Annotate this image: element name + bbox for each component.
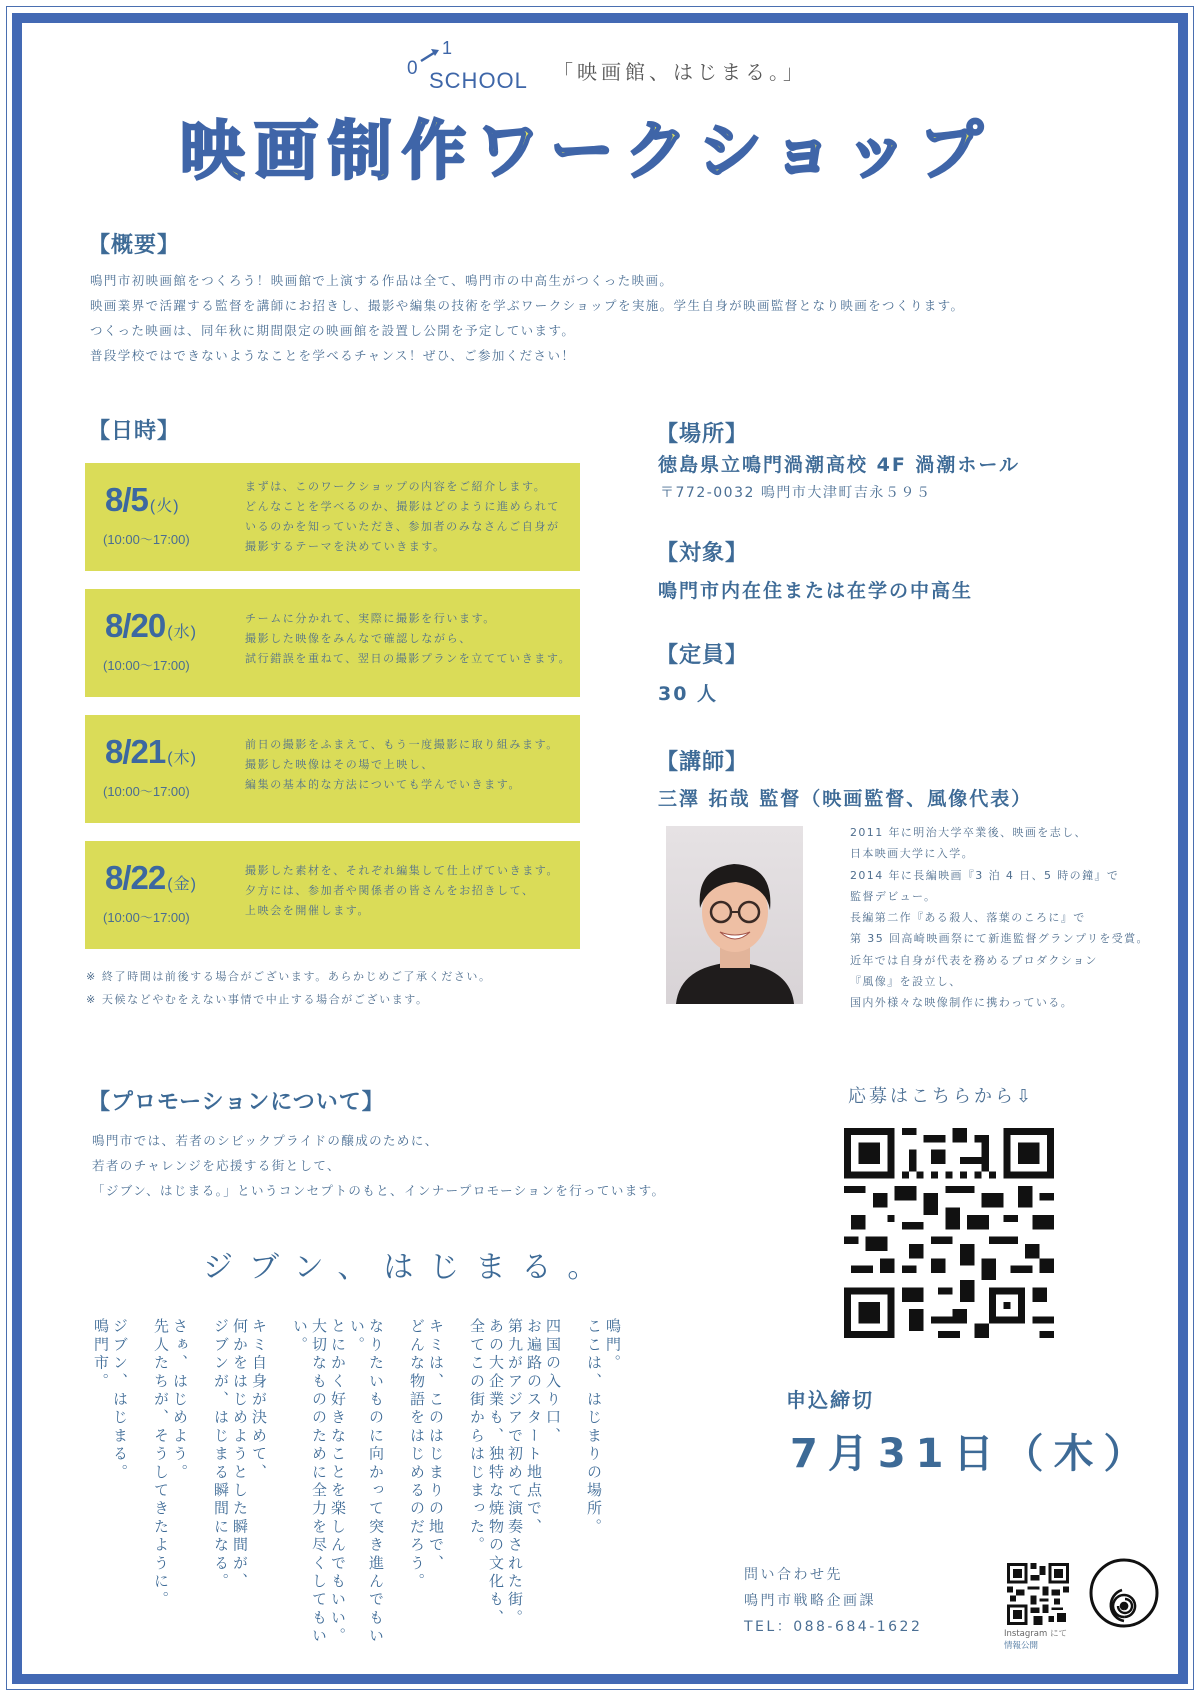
application-qr-code[interactable] — [844, 1128, 1054, 1338]
overview-line: 映画業界で活躍する監督を講師にお招きし、撮影や編集の技術を学ぶワークショップを実施。学生自身が映画監督となり映画をつくります。 — [90, 298, 965, 313]
portrait-icon — [666, 826, 803, 1004]
day-time: (10:00〜17:00) — [103, 784, 190, 799]
zero-to-one-school-logo — [405, 38, 535, 94]
overview-line: 鳴門市初映画館をつくろう！映画館で上演する作品は全て、鳴門市の中高生がつくった映画。 — [90, 273, 674, 288]
poem-stanza: ジブン、はじまる。 鳴門市。 — [92, 1318, 129, 1482]
target-heading: 【対象】 — [656, 541, 749, 566]
venue-name: 徳島県立鳴門渦潮高校 4F 渦潮ホール — [658, 454, 1021, 476]
day-date: 8/5 (火) — [105, 481, 180, 518]
contact-tel: TEL：088-684-1622 — [744, 1619, 923, 1635]
instructor-photo — [666, 826, 803, 1004]
day-time: (10:00〜17:00) — [103, 910, 190, 925]
instagram-qr-code[interactable] — [1007, 1563, 1069, 1625]
logo-school: SCHOOL — [429, 68, 528, 93]
poem-stanza: キミは、このはじまりの地で、 どんな物語をはじめるのだろう。 — [408, 1318, 445, 1591]
day-description: まずは、このワークショップの内容をご紹介します。 どんなことを学べるのか、撮影はどのように進められて いるのかを知っていただき、参加者のみなさんご自身が 撮影するテーマを決めていきます。 — [245, 480, 560, 553]
overview-line: 普段学校ではできないようなことを学べるチャンス！ぜひ、ご参加ください！ — [90, 348, 576, 363]
promotion-text: 鳴門市では、若者のシビックプライドの醸成のために、 若者のチャレンジを応援する街として、 「ジブン、はじまる。」というコンセプトのもと、インナープロモーションを行っています。 — [92, 1133, 666, 1198]
day-time: (10:00〜17:00) — [103, 658, 190, 673]
schedule-day-card — [85, 841, 580, 949]
deadline-label: 申込締切 — [786, 1388, 874, 1412]
venue-address: 〒772-0032 鳴門市大津町吉永５９５ — [660, 485, 932, 501]
poem-stanza: 鳴門。 ここは、はじまりの場所。 — [585, 1318, 622, 1537]
naruto-spiral-logo-icon — [1088, 1557, 1160, 1629]
logo-one: 1 — [442, 38, 453, 58]
instructor-heading: 【講師】 — [656, 750, 749, 775]
instagram-label: Instagram にて 情報公開 — [1004, 1629, 1067, 1651]
instructor-bio: 2011 年に明治大学卒業後、映画を志し、 日本映画大学に入学。 2014 年に長編映画『3 泊 4 日、5 時の鐘』で 監督デビュー。 長編第二作『ある殺人、落葉のころに』で 第 35 回高崎映画祭にて新進監督グランプリを受賞。 近年では自身が代表を務めるプロダクション 『風像』を設立し、 国内外様々な映像制作に携わっている。 — [850, 826, 1149, 1010]
day-time: (10:00〜17:00) — [103, 532, 190, 547]
tagline: 「映画館、はじまる。」 — [553, 60, 807, 84]
schedule-day-card — [85, 715, 580, 823]
slogan: ジブン、はじまる。 — [203, 1250, 614, 1285]
schedule-heading: 【日時】 — [88, 419, 181, 444]
overview-text — [90, 268, 964, 368]
apply-label: 応募はこちらから⇩ — [848, 1086, 1035, 1107]
day-description: チームに分かれて、実際に撮影を行います。 撮影した映像をみんなで確認しながら、 試行錯誤を重ねて、翌日の撮影プランを立てていきます。 — [245, 612, 572, 665]
schedule-day-card — [85, 463, 580, 571]
capacity-value: 30 人 — [658, 683, 719, 705]
schedule-day-card — [85, 589, 580, 697]
day-date: 8/21 (木) — [105, 733, 197, 770]
promotion-heading: 【プロモーションについて】 — [88, 1090, 385, 1115]
day-description: 前日の撮影をふまえて、もう一度撮影に取り組みます。 撮影した映像はその場で上映し、 編集の基本的な方法についても学んでいきます。 — [245, 738, 559, 791]
logo-zero: 0 — [407, 58, 418, 79]
contact-label: 問い合わせ先 — [744, 1567, 843, 1583]
arrow-icon — [419, 46, 441, 64]
venue-heading: 【場所】 — [656, 422, 749, 447]
poem-stanza: キミ自身が決めて、 何かをはじめようとした瞬間が、 ジブンが、はじまる瞬間になる。 — [212, 1318, 268, 1591]
contact-org: 鳴門市戦略企画課 — [744, 1593, 876, 1609]
overview-line: つくった映画は、同年秋に期間限定の映画館を設置し公開を予定しています。 — [90, 323, 576, 338]
poem-stanza: 四国の入り口、 お遍路のスタート地点で、 第九がアジアで初めて演奏された街。 あの大企業も、独特な焼物の文化も、 全てこの街からはじまった。 — [468, 1318, 562, 1628]
day-date: 8/20 (水) — [105, 607, 197, 644]
poem-stanza: さぁ、はじめよう。 先人たちが、そうしてきたように。 — [152, 1318, 189, 1610]
overview-heading: 【概要】 — [88, 233, 181, 258]
capacity-heading: 【定員】 — [656, 643, 749, 668]
day-description: 撮影した素材を、それぞれ編集して仕上げていきます。 夕方には、参加者や関係者の皆さんをお招きして、 上映会を開催します。 — [245, 864, 560, 917]
deadline-date: 7月31日（木） — [790, 1431, 1154, 1477]
day-date: 8/22 (金) — [105, 859, 197, 896]
contact-info — [744, 1562, 922, 1640]
page-title: 映画制作ワークショップ — [180, 115, 993, 189]
schedule-note: ※ 終了時間は前後する場合がございます。あらかじめご了承ください。 — [86, 970, 492, 983]
poem-stanza: なりたいものに向かって突き進んでもいい。 とにかく好きなことを楽しんでもいい。 大切なもののために全力を尽くしてもいい。 — [291, 1318, 385, 1646]
instructor-name: 三澤 拓哉 監督（映画監督、風像代表） — [658, 788, 1033, 810]
target-value: 鳴門市内在住または在学の中高生 — [658, 580, 974, 602]
schedule-note: ※ 天候などやむをえない事情で中止する場合がございます。 — [86, 993, 429, 1006]
vertical-poem — [69, 1318, 622, 1658]
